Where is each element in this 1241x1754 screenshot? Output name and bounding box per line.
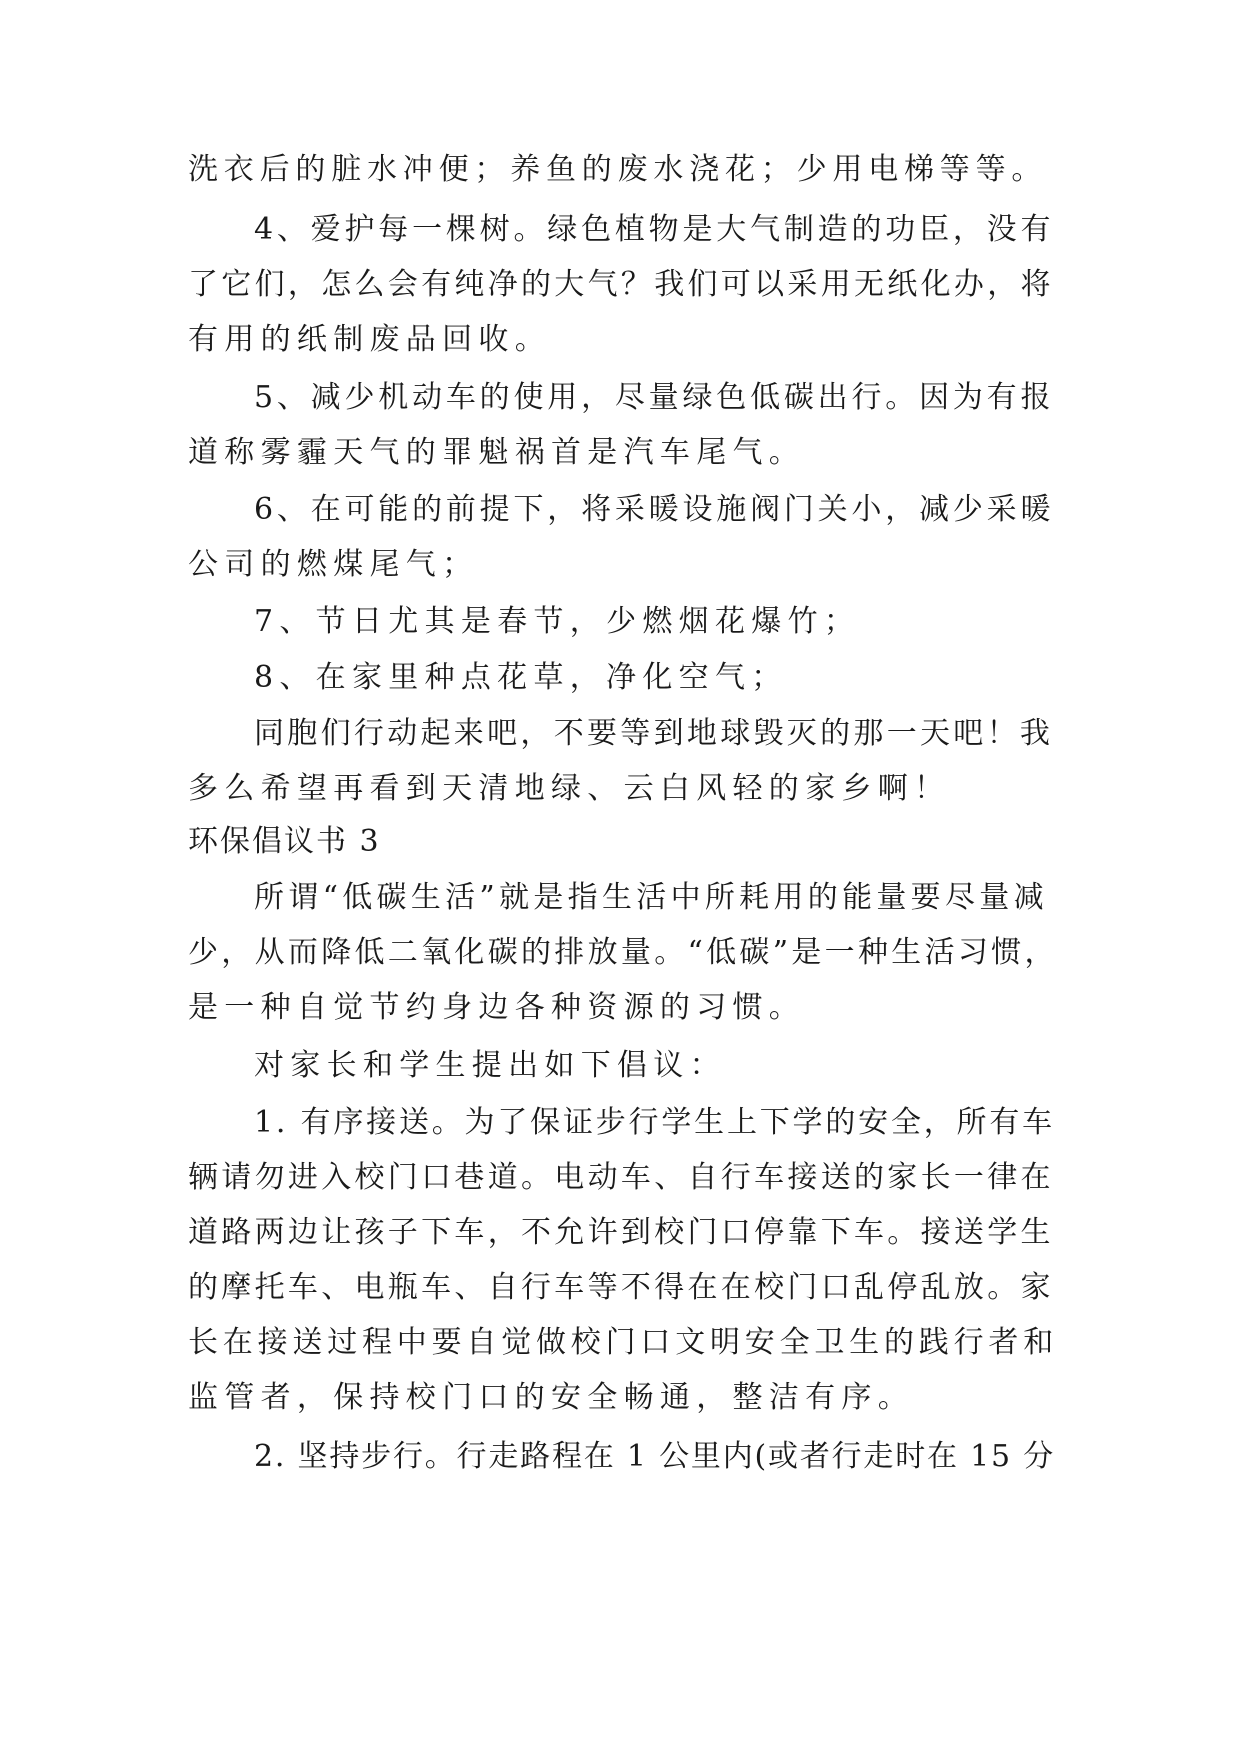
- text-line: 1. 有序接送。为了保证步行学生上下学的安全，所有车: [254, 1105, 1055, 1140]
- text-line: 所谓“低碳生活”就是指生活中所耗用的能量要尽量减: [254, 880, 1048, 915]
- text-line: 对家长和学生提出如下倡议：: [254, 1048, 726, 1083]
- text-line: 多么希望再看到天清地绿、云白风轻的家乡啊！: [188, 771, 951, 806]
- text-line: 辆请勿进入校门口巷道。电动车、自行车接送的家长一律在: [188, 1160, 1054, 1195]
- text-line: 有用的纸制废品回收。: [188, 322, 551, 357]
- text-line: 道称雾霾天气的罪魁祸首是汽车尾气。: [188, 435, 806, 470]
- text-line: 长在接送过程中要自觉做校门口文明安全卫生的践行者和: [188, 1325, 1058, 1360]
- text-line: 少，从而降低二氧化碳的排放量。“低碳”是一种生活习惯，: [188, 935, 1058, 970]
- section-heading: 环保倡议书 3: [188, 824, 381, 859]
- text-line: 5、减少机动车的使用，尽量绿色低碳出行。因为有报: [254, 380, 1055, 415]
- text-line: 洗衣后的脏水冲便；养鱼的废水浇花；少用电梯等等。: [188, 152, 1048, 187]
- text-line: 是一种自觉节约身边各种资源的习惯。: [188, 990, 806, 1025]
- text-line: 7、节日尤其是春节，少燃烟花爆竹；: [254, 604, 861, 639]
- text-line: 道路两边让孩子下车，不允许到校门口停靠下车。接送学生: [188, 1215, 1054, 1250]
- text-line: 监管者，保持校门口的安全畅通，整洁有序。: [188, 1380, 914, 1415]
- text-line: 8、在家里种点花草，净化空气；: [254, 660, 788, 695]
- text-line: 公司的燃煤尾气；: [188, 547, 479, 582]
- text-line: 同胞们行动起来吧，不要等到地球毁灭的那一天吧！我: [254, 716, 1054, 751]
- text-line: 了它们，怎么会有纯净的大气？我们可以采用无纸化办，将: [188, 267, 1054, 302]
- text-line: 2. 坚持步行。行走路程在 1 公里内(或者行走时在 15 分: [254, 1439, 1056, 1474]
- text-line: 6、在可能的前提下，将采暖设施阀门关小，减少采暖: [254, 492, 1055, 527]
- text-line: 4、爱护每一棵树。绿色植物是大气制造的功臣，没有: [254, 212, 1055, 247]
- text-line: 的摩托车、电瓶车、自行车等不得在在校门口乱停乱放。家: [188, 1270, 1054, 1305]
